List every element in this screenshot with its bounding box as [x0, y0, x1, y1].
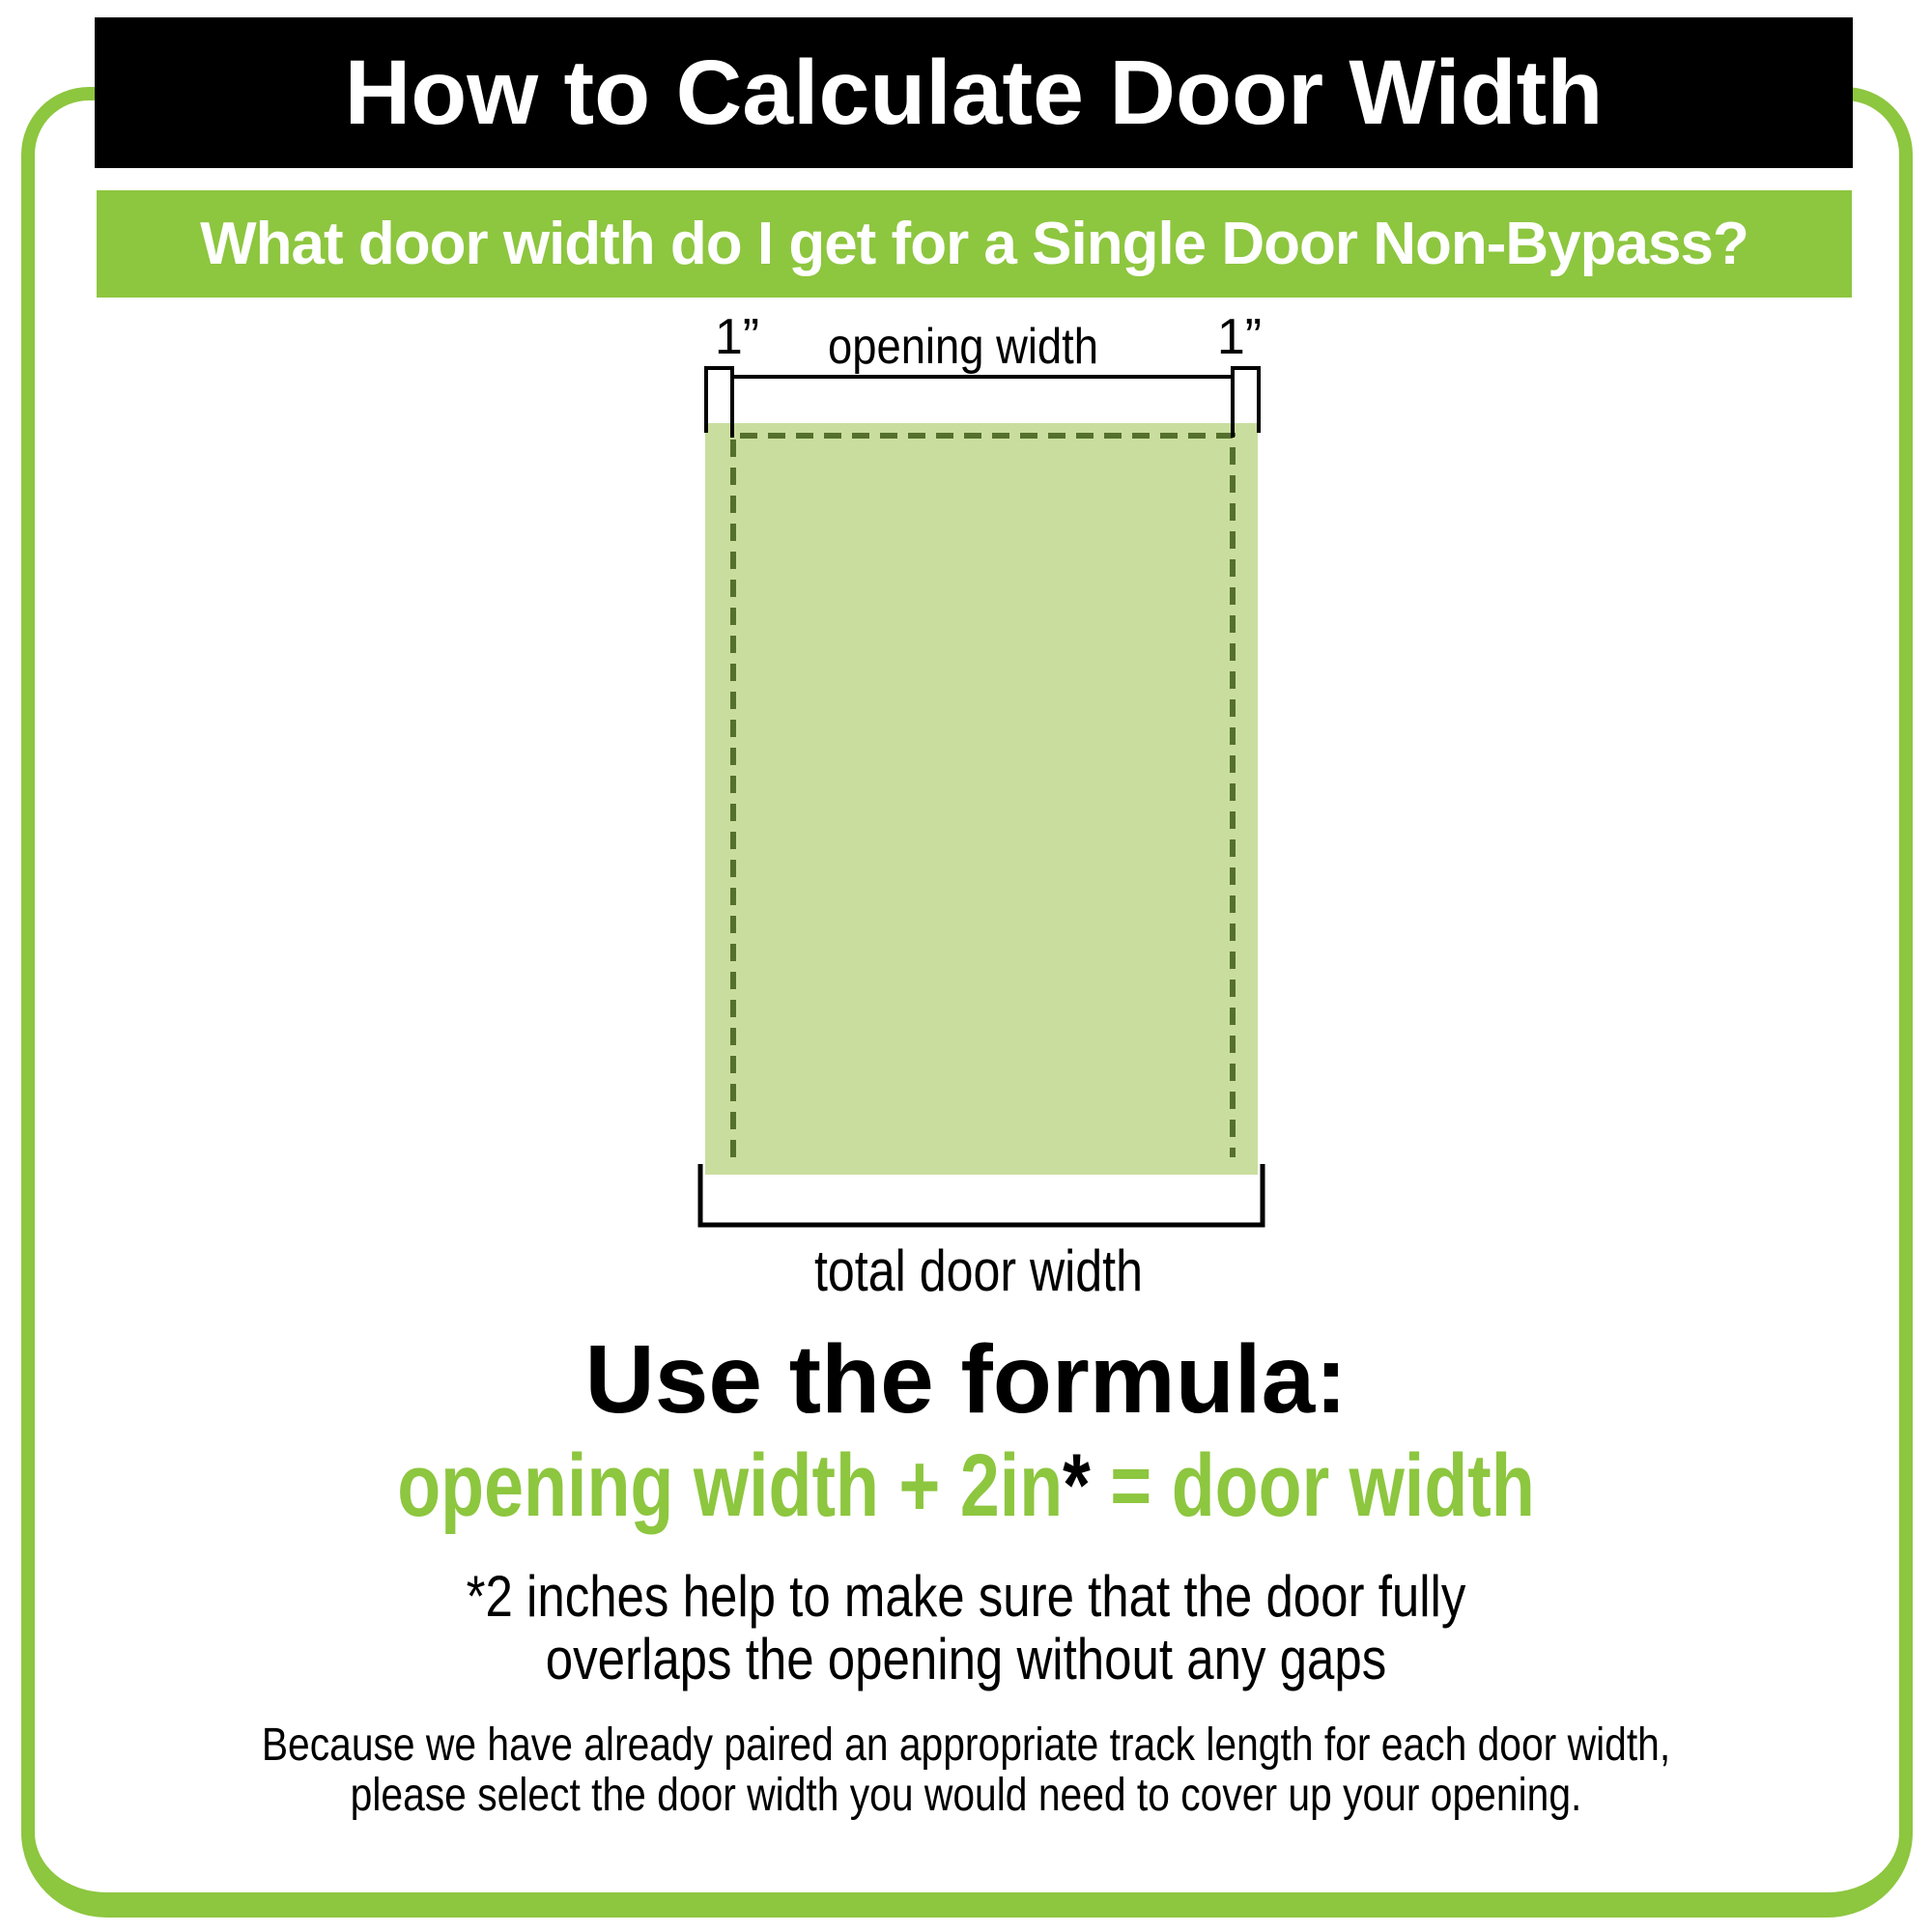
question-banner — [97, 190, 1852, 298]
formula-footnote-line2: overlaps the opening without any gaps — [545, 1627, 1387, 1691]
formula-footnote-line1: *2 inches help to make sure that the door fully — [466, 1564, 1466, 1629]
page-title: How to Calculate Door Width — [344, 41, 1604, 144]
door-panel — [705, 423, 1258, 1175]
left-overlap-label: 1” — [714, 319, 760, 365]
door-width-diagram — [628, 319, 1304, 1299]
title-banner — [95, 17, 1853, 168]
total-door-width-label: total door width — [814, 1238, 1143, 1299]
footer-note-line2: please select the door width you would need to cover up your opening. — [350, 1770, 1582, 1821]
formula-footnote — [145, 1565, 1787, 1690]
footer-note — [145, 1720, 1787, 1821]
footer-note-line1: Because we have already paired an appropriate track length for each door width, — [261, 1719, 1671, 1771]
formula-asterisk: * — [1063, 1436, 1091, 1535]
formula-green-part1: opening width + 2in — [397, 1436, 1064, 1535]
question-text: What door width do I get for a Single Door Non-Bypass? — [200, 211, 1748, 277]
formula-line — [193, 1436, 1739, 1535]
formula-heading: Use the formula: — [584, 1325, 1348, 1434]
opening-width-label: opening width — [828, 319, 1098, 375]
formula-green-part2: = door width — [1090, 1436, 1535, 1535]
right-overlap-label: 1” — [1216, 319, 1263, 365]
